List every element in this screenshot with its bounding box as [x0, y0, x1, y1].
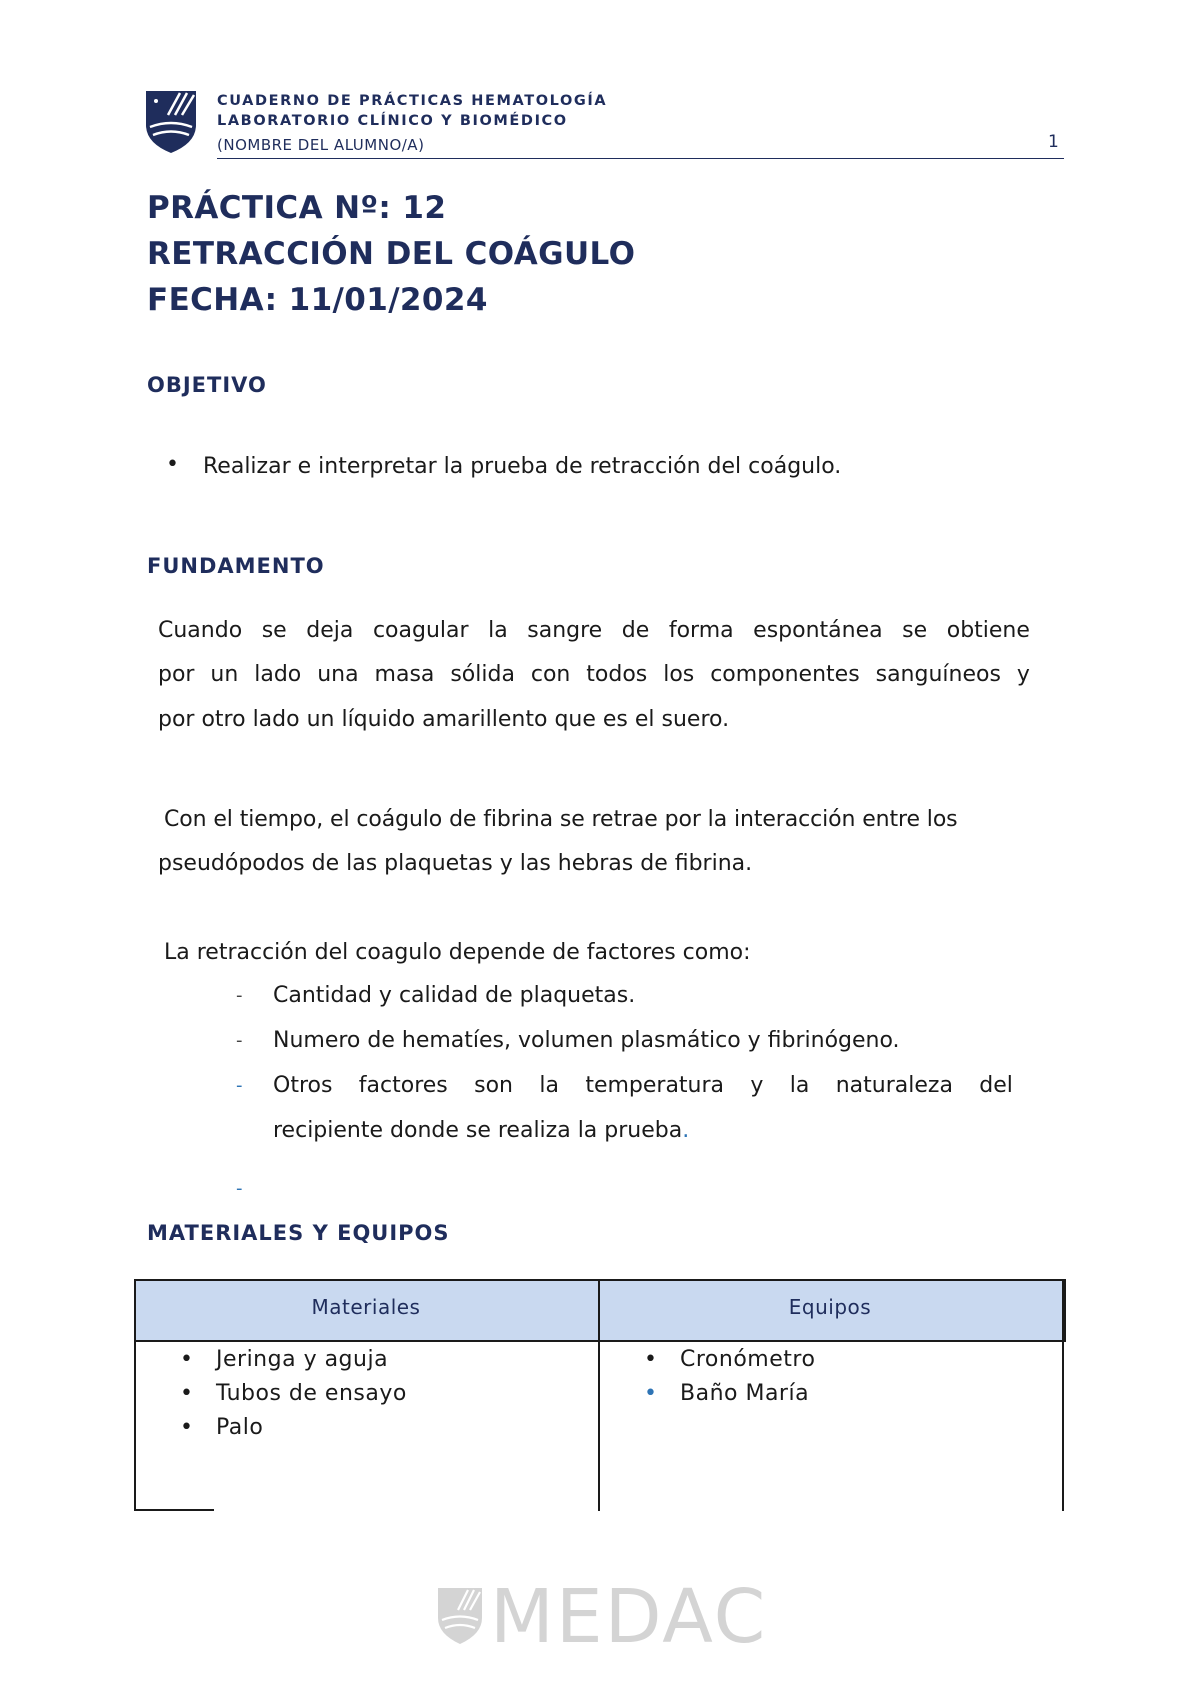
fundamento-p1-line1	[158, 618, 1030, 643]
list-item	[598, 1377, 815, 1411]
bullet-icon: •	[180, 1381, 194, 1406]
word: del	[979, 1073, 1013, 1098]
column-header-materiales: Materiales	[311, 1295, 421, 1319]
list-item-label: Baño María	[680, 1381, 810, 1406]
header-subtitle: LABORATORIO CLÍNICO Y BIOMÉDICO	[217, 113, 568, 129]
word: de	[621, 618, 650, 643]
word: sangre	[527, 618, 603, 643]
factor-item-line2	[273, 1118, 689, 1143]
fundamento-heading: FUNDAMENTO	[147, 554, 325, 578]
word: espontánea	[753, 618, 883, 643]
medac-watermark-text: MEDAC	[490, 1574, 768, 1660]
word: y	[1016, 662, 1030, 687]
word: todos	[586, 662, 648, 687]
word: forma	[668, 618, 734, 643]
bullet-icon: •	[180, 1415, 194, 1440]
list-item-label: Cronómetro	[680, 1347, 816, 1372]
header-rule	[217, 158, 1064, 159]
word: Otros	[273, 1073, 333, 1098]
list-item	[134, 1377, 407, 1411]
fundamento-p1-line3: por otro lado un líquido amarillento que es el suero.	[158, 707, 730, 732]
practice-title: RETRACCIÓN DEL COÁGULO	[147, 236, 636, 272]
word: los	[663, 662, 695, 687]
medac-logo	[146, 91, 196, 153]
practice-number: PRÁCTICA Nº: 12	[147, 190, 447, 226]
list-item	[598, 1343, 815, 1377]
word: Cuando	[158, 618, 243, 643]
list-item-label: Jeringa y aguja	[216, 1347, 389, 1372]
word: coagular	[372, 618, 469, 643]
fundamento-p2-line2: pseudópodos de las plaquetas y las hebras de fibrina.	[158, 851, 753, 876]
student-name-placeholder: (NOMBRE DEL ALUMNO/A)	[217, 136, 425, 154]
dash-marker: -	[236, 1075, 243, 1096]
factor-item: Cantidad y calidad de plaquetas.	[273, 983, 636, 1008]
word: naturaleza	[835, 1073, 953, 1098]
word: lado	[254, 662, 302, 687]
materiales-heading: MATERIALES Y EQUIPOS	[147, 1221, 450, 1245]
word: componentes	[710, 662, 860, 687]
dash-marker: -	[236, 1030, 243, 1051]
objetivo-heading: OBJETIVO	[147, 373, 267, 397]
bullet-icon: •	[180, 1347, 194, 1372]
word: una	[317, 662, 359, 687]
word: temperatura	[585, 1073, 725, 1098]
bullet-icon: •	[644, 1347, 658, 1372]
table-border-bottom	[134, 1509, 214, 1511]
word: y	[750, 1073, 764, 1098]
header-title: CUADERNO DE PRÁCTICAS HEMATOLOGÍA	[217, 93, 608, 109]
factor-item: Numero de hematíes, volumen plasmático y fibrinógeno.	[273, 1028, 900, 1053]
word: son	[474, 1073, 513, 1098]
word: se	[902, 618, 928, 643]
word: factores	[358, 1073, 448, 1098]
list-item-label: Palo	[216, 1415, 264, 1440]
factor-item-line1	[273, 1073, 1013, 1098]
materiales-list	[134, 1343, 407, 1445]
word: por	[158, 662, 195, 687]
page-number: 1	[1048, 132, 1059, 152]
word: obtiene	[946, 618, 1030, 643]
period: .	[682, 1118, 690, 1143]
word: con	[530, 662, 571, 687]
list-item-label: Tubos de ensayo	[216, 1381, 407, 1406]
fundamento-p1-line2	[158, 662, 1030, 687]
medac-watermark-logo	[438, 1588, 482, 1644]
word: sanguíneos	[875, 662, 1001, 687]
factors-intro: La retracción del coagulo depende de factores como:	[164, 940, 751, 965]
factor-text: recipiente donde se realiza la prueba	[273, 1118, 683, 1143]
word: deja	[306, 618, 354, 643]
column-header-equipos: Equipos	[788, 1295, 872, 1319]
word: la	[789, 1073, 810, 1098]
bullet-icon: •	[644, 1381, 658, 1406]
word: sólida	[450, 662, 515, 687]
materials-table	[134, 1279, 1064, 1511]
list-item	[134, 1411, 407, 1445]
word: se	[261, 618, 287, 643]
bullet-icon: •	[166, 452, 179, 477]
equipos-list	[598, 1343, 815, 1411]
word: la	[488, 618, 508, 643]
table-border-right	[1062, 1279, 1064, 1511]
list-item	[134, 1343, 407, 1377]
dash-marker: -	[236, 1178, 243, 1199]
dash-marker: -	[236, 985, 243, 1006]
practice-date: FECHA: 11/01/2024	[147, 282, 488, 318]
word: un	[210, 662, 239, 687]
word: la	[539, 1073, 559, 1098]
objetivo-item: Realizar e interpretar la prueba de retracción del coágulo.	[203, 454, 842, 479]
word: masa	[374, 662, 435, 687]
fundamento-p2-line1: Con el tiempo, el coágulo de fibrina se retrae por la interacción entre los	[164, 807, 958, 832]
